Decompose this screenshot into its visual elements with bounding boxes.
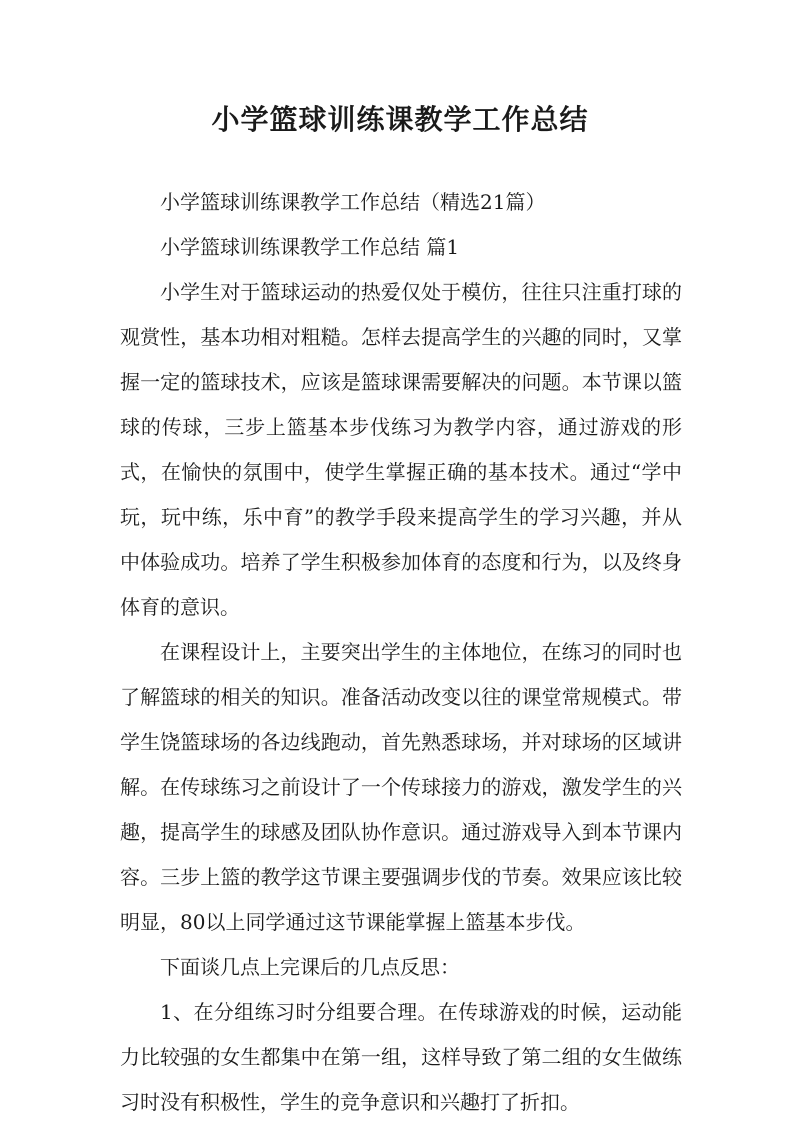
- subtitle-paragraph: 小学篮球训练课教学工作总结（精选21篇）: [160, 190, 546, 214]
- body-paragraph: 小学生对于篮球运动的热爱仅处于模仿，往往只注重打球的观赏性，基本功相对粗糙。怎样去提高学生的兴趣的同时，又掌握一定的篮球技术，应该是篮球课需要解决的问题。本节课以篮球的传球，三步上篮基本步伐练习为教学内容，通过游戏的形式，在愉快的氛围中，使学生掌握正确的基本技术。通过“学中玩，玩中练，乐中育”的教学手段来提高学生的学习兴趣，并从中体验成功。培养了学生积极参加体育的态度和行为，以及终身体育的意识。: [120, 280, 682, 619]
- body-paragraph: 1、在分组练习时分组要合理。在传球游戏的时候，运动能力比较强的女生都集中在第一组，这样导致了第二组的女生做练习时没有积极性，学生的竞争意识和兴趣打了折扣。: [120, 1000, 682, 1114]
- section-heading: 小学篮球训练课教学工作总结 篇1: [160, 235, 460, 259]
- document-body: [120, 180, 682, 1125]
- body-paragraph: 下面谈几点上完课后的几点反思：: [160, 955, 460, 979]
- body-paragraph: 在课程设计上，主要突出学生的主体地位，在练习的同时也了解篮球的相关的知识。准备活动改变以往的课堂常规模式。带学生饶篮球场的各边线跑动，首先熟悉球场，并对球场的区域讲解。在传球练习之前设计了一个传球接力的游戏，激发学生的兴趣，提高学生的球感及团队协作意识。通过游戏导入到本节课内容。三步上篮的教学这节课主要强调步伐的节奏。效果应该比较明显，80以上同学通过这节课能掌握上篮基本步伐。: [120, 640, 682, 934]
- document-title: 小学篮球训练课教学工作总结: [211, 103, 589, 136]
